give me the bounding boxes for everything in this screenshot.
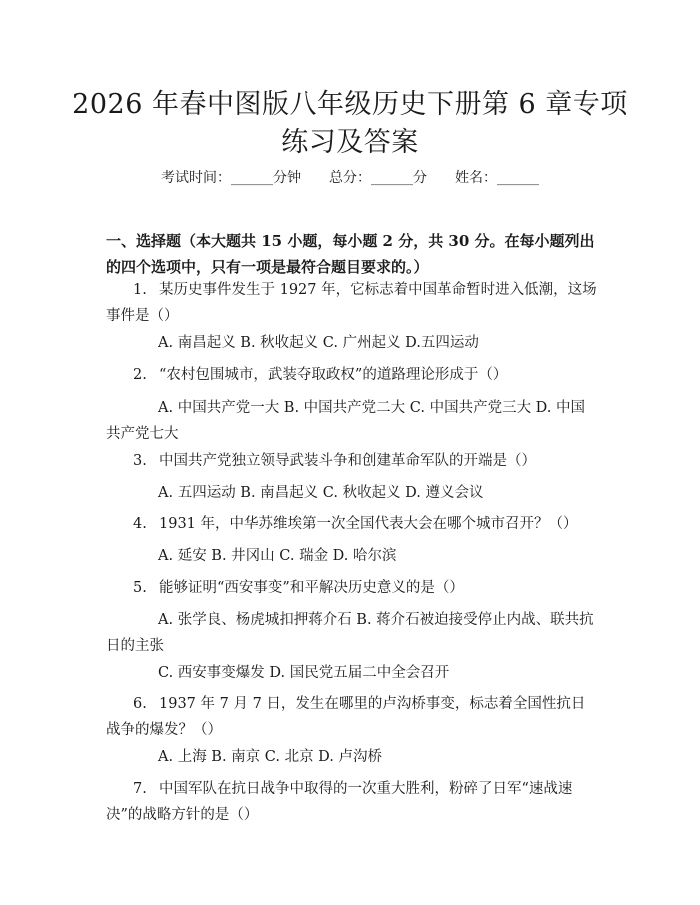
total-score-label: 总分：______分 [329, 170, 427, 186]
question-number: 6. [133, 696, 147, 712]
question-6-options: A. 上海 B. 南京 C. 北京 D. 卢沟桥 [158, 749, 383, 765]
question-7 [106, 776, 598, 828]
exam-meta [60, 168, 640, 188]
question-2 [106, 362, 598, 388]
exam-time-label: 考试时间：______分钟 [161, 170, 301, 186]
question-2-options: A. 中国共产党一大 B. 中国共产党二大 C. 中国共产党三大 D. 中国共产党七大 [106, 400, 586, 442]
question-1 [106, 277, 598, 329]
question-number: 1. [133, 282, 147, 298]
page-title-line-2: 练习及答案 [281, 127, 419, 158]
question-3-options: A. 五四运动 B. 南昌起义 C. 秋收起义 D. 遵义会议 [158, 485, 484, 501]
question-number: 2. [133, 367, 147, 383]
question-text: 中国军队在抗日战争中取得的一次重大胜利，粉碎了日军“速战速决”的战略方针的是（） [106, 781, 573, 823]
question-number: 3. [133, 453, 147, 469]
question-5-options-line-1: A. 张学良、杨虎城扣押蒋介石 B. 蒋介石被迫接受停止内战、联共抗日的主张 [106, 612, 594, 654]
question-text: 中国共产党独立领导武装斗争和创建革命军队的开端是（） [159, 453, 536, 469]
question-text: 1931 年，中华苏维埃第一次全国代表大会在哪个城市召开？（） [159, 516, 578, 532]
question-text: 能够证明“西安事变”和平解决历史意义的是（） [159, 580, 464, 596]
question-text: “农村包围城市，武装夺取政权”的道路理论形成于（） [159, 367, 508, 383]
section-heading: 一、选择题（本大题共 15 小题，每小题 2 分，共 30 分。在每小题列出的四个选项中，只有一项是最符合题目要求的。） [106, 232, 595, 276]
question-4 [106, 511, 598, 537]
question-number: 7. [133, 781, 147, 797]
question-text: 1937 年 7 月 7 日，发生在哪里的卢沟桥事变，标志着全国性抗日战争的爆发？（） [106, 696, 586, 738]
question-3 [106, 448, 598, 474]
page-title-line-1: 2026 年春中图版八年级历史下册第 6 章专项 [72, 89, 628, 120]
question-5 [106, 575, 598, 601]
student-name-label: 姓名：______ [455, 170, 539, 186]
question-text: 某历史事件发生于 1927 年，它标志着中国革命暂时进入低潮，这场事件是（） [106, 282, 597, 324]
question-number: 5. [133, 580, 147, 596]
question-6 [106, 691, 598, 743]
question-1-options: A. 南昌起义 B. 秋收起义 C. 广州起义 D.五四运动 [158, 335, 479, 351]
question-number: 4. [133, 516, 147, 532]
question-5-options-line-2: C. 西安事变爆发 D. 国民党五届二中全会召开 [158, 665, 450, 681]
question-4-options: A. 延安 B. 井冈山 C. 瑞金 D. 哈尔滨 [158, 548, 397, 564]
